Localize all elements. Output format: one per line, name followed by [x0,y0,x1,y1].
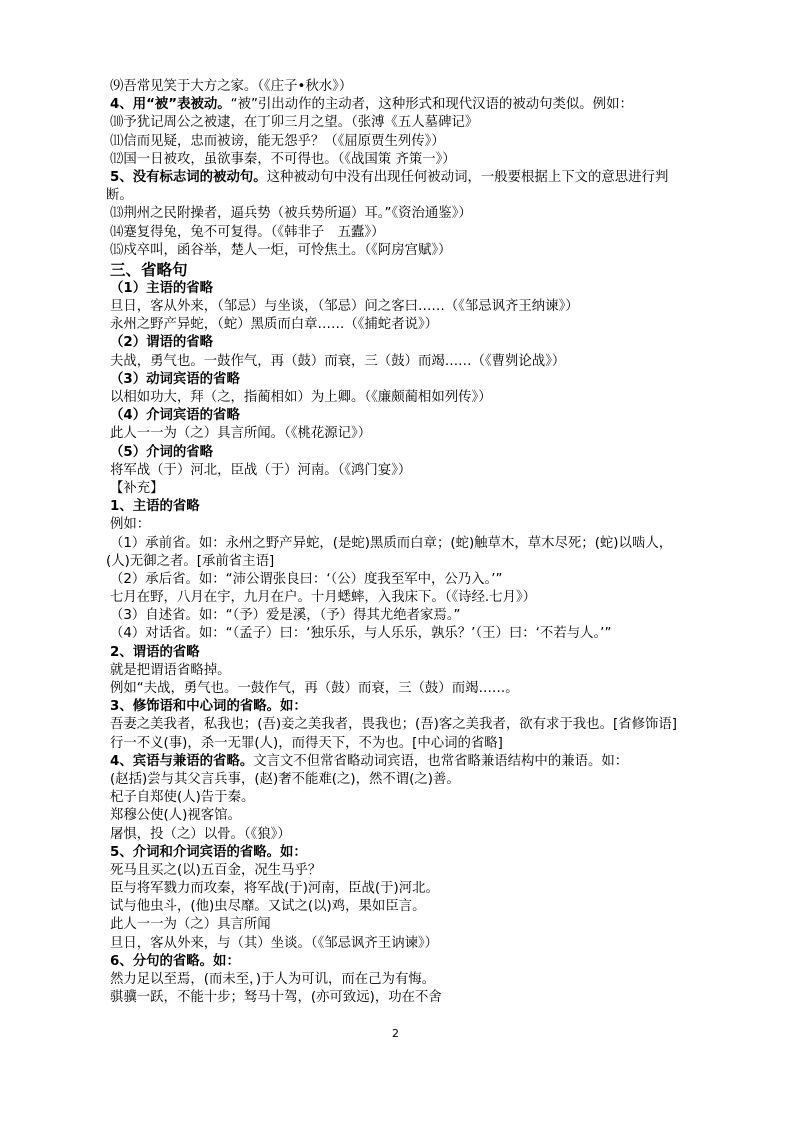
inline-heading: 5、没有标志词的被动句。 [110,169,267,185]
subsection-heading: 1、主语的省略 [110,499,200,515]
text-line: 七月在野，八月在宇，九月在户。十月蟋蟀，入我床下。（《诗经.七月》） [110,590,537,606]
text-line: 夫战，勇气也。一鼓作气，再（鼓）而衰，三（鼓）而竭……（《曹刿论战》） [110,353,566,369]
text-line: 杞子自郑使(人)告于秦。 [110,790,255,806]
text-line: 【补充】 [110,480,164,496]
text-line: (赵括)尝与其父言兵事，(赵)奢不能难(之)，然不谓(之)善。 [110,771,460,787]
text-line: 旦日，客从外来，与（其）坐谈。（《邹忌讽齐王讷谏》） [110,935,439,951]
subsection-heading: （2）谓语的省略 [110,335,214,351]
text-line: 行一不义(事)，杀一无罪(人)，而得天下，不为也。[中心词的省略] [110,735,503,751]
text-line: 骐骥一跃，不能十步；驽马十驾，(亦可致远)，功在不舍 [110,990,442,1006]
text-line: 就是把谓语省略掉。 [110,662,231,678]
subsection-heading: （4）介词宾语的省略 [110,408,240,424]
subsection-heading: 2、谓语的省略 [110,644,200,660]
text-line: ⒂戍卒叫，函谷举，楚人一炬，可怜焦土。（《阿房宫赋》） [110,242,452,258]
text-line [110,753,695,771]
text-line: ⑾信而见疑，忠而被谤，能无怨乎？（《屈原贾生列传》） [110,133,445,149]
text-line: 试与他虫斗，(他)虫尽靡。又试之(以)鸡，果如臣言。 [110,899,426,915]
inline-heading: 4、宾语与兼语的省略。 [110,753,254,769]
text-line: ⒀荆州之民附操者，逼兵势（被兵势所逼）耳。”《资治通鉴》） [110,206,472,222]
text-line: ⒁蹇复得兔，兔不可复得。（《韩非子 五蠹》） [110,224,385,240]
text-line: 郑穆公使(人)视客馆。 [110,808,241,824]
inline-text: 这种被动句中没有出现任何被动词，一般要根据上下文的意思进行判 [266,169,669,185]
text-line [110,96,695,114]
subsection-heading: （3）动词宾语的省略 [110,371,240,387]
text-line: 以相如功大，拜（之，指蔺相如）为上卿。（《廉颇蔺相如列传》） [110,390,492,405]
text-line: 臣与将军戮力而攻秦，将军战(于)河南，臣战(于)河北。 [110,881,439,897]
text-line: 永州之野产异蛇，（蛇）黑质而白章……（《捕蛇者说》） [110,317,439,333]
inline-text: “被”引出动作的主动者，这种形式和现代汉语的被动句类似。例如： [230,97,633,113]
text-line: 屠惧，投（之）以骨。（《狼》） [110,826,291,842]
text-line: (人)无御之者。[承前省主语] [106,553,275,569]
subsection-heading: 6、分句的省略。如： [110,953,240,969]
subsection-heading: 5、介词和介词宾语的省略。如： [110,844,307,860]
document-body [106,78,695,1007]
text-line: ⑿国一日被攻，虽欲事秦，不可得也。（《战国策 齐策一》） [110,151,456,167]
text-line: （3）自述省。如：“（予）爱是溪，（予）得其尤绝者家焉。” [110,608,461,624]
text-line: ⑼吾常见笑于大方之家。（《庄子•秋水》） [110,79,353,94]
text-line: 例如“夫战，勇气也。一鼓作气，再（鼓）而衰，三（鼓）而竭……。 [110,681,519,696]
subsection-heading: （5）介词的省略 [110,444,214,460]
text-line: （4）对话省。如：“（孟子）曰：‘独乐乐，与人乐乐，孰乐？’（王）曰：‘不若与人。’” [110,626,612,642]
text-line: （2）承后省。如：“沛公谓张良曰：‘（公）度我至军中，公乃入。’” [110,571,503,587]
inline-text: 文言文不但常省略动词宾语，也常省略兼语结构中的兼语。如： [253,753,629,769]
text-line: 将军战（于）河北，臣战（于）河南。（《鸿门宴》） [110,462,412,478]
subsection-heading: （1）主语的省略 [110,280,214,296]
text-line: 旦日，客从外来，（邹忌）与坐谈，（邹忌）问之客曰……（《邹忌讽齐王纳谏》） [110,299,579,315]
text-line: 此人一一为（之）具言所闻 [110,917,271,933]
text-line: （1）承前省。如：永州之野产异蛇，(是蛇)黑质而白章；(蛇)触草木，草木尽死；(蛇)以啮人， [110,535,673,551]
text-line: 例如： [110,517,151,533]
text-line: ⑽予犹记周公之被逮，在丁卯三月之望。（张溥《五人墓碑记》 [110,115,479,131]
text-line [110,169,695,187]
text-line: 死马且买之(以)五百金，况生马乎？ [110,862,322,878]
page-number: 2 [392,1027,399,1040]
subsection-heading: 3、修饰语和中心词的省略。如： [110,699,307,715]
text-line: 断。 [106,188,133,204]
text-line: 然力足以至焉，(而未至，)于人为可讥，而在己为有悔。 [110,972,436,987]
section-heading: 三、省略句 [110,260,188,279]
text-line: 此人一一为（之）具言所闻。（《桃花源记》） [110,426,372,442]
inline-heading: 4、用“被”表被动。 [110,97,231,113]
text-line: 吾妻之美我者，私我也；(吾)妾之美我者，畏我也；(吾)客之美我者，欲有求于我也。[省修饰语] [110,717,677,733]
